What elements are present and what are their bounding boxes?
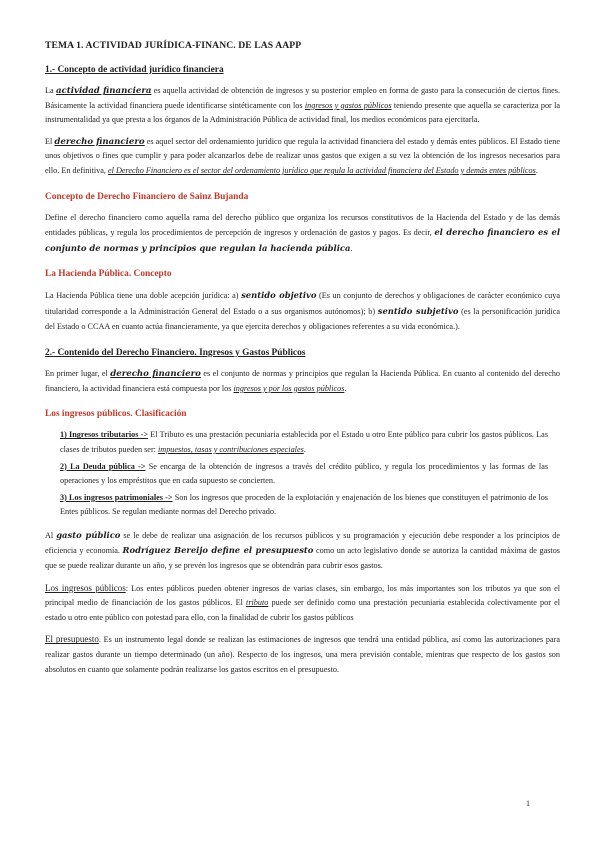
text-run: . xyxy=(350,243,353,253)
definition-derecho-financiero: el Derecho Financiero es el sector del ordenamiento jurídico que regula la actividad financiera del Estado y demás entes públicos xyxy=(107,165,536,175)
text-run: teniendo presente que aquella se caracteriza por la instrumentalidad ya que presta a los órganos de la Administración Pública de actividad final, los medios económicos para ejercitarla. xyxy=(45,100,560,125)
text-run: es el conjunto de normas y principios que regulan la Hacienda Pública. En cuanto al contenido del derecho financiero, la actividad financiera está compuesta por los xyxy=(45,369,561,393)
paragraph-presupuesto xyxy=(45,632,560,677)
text-run: . Es un instrumento legal donde se realizan las estimaciones de ingresos que tendrá una entidad pública, así como las autorizaciones para realizar gastos durante un tiempo determinado (un año). Respecto de los ingresos, una mera previsión contable, mientras que respecto de los gastos son absolutos en cuanto que solamente podrán realizarse los gastos escritos en el presupuesto. xyxy=(45,635,560,674)
sainz-bujanda-heading: Concepto de Derecho Financiero de Sainz Bujanda xyxy=(45,191,249,202)
paragraph-sainz-bujanda xyxy=(45,211,560,257)
term-sentido-subjetivo: sentido subjetivo xyxy=(377,305,459,316)
text-run: es aquella actividad de obtención de ingresos y su posterior empleo en forma de gasto para la consecución de ciertos fines. Básicamente la actividad financiera puede identificarse sintéticamente con los xyxy=(45,86,560,110)
text-run: Se encarga de la obtención de ingresos a través del crédito público, y regula los procedimientos y las formas de las operaciones y los empréstitos que en cada supuesto se concierten. xyxy=(60,461,549,486)
list-item-tributarios xyxy=(60,428,548,457)
text-run: Son los ingresos que proceden de la explotación y enajenación de los bienes que constituyen el patrimonio de los Entes públicos. Se regulan mediante normas del Derecho privado. xyxy=(60,492,548,517)
text-run: La Hacienda Pública tiene una doble acepción jurídica: a) xyxy=(45,291,242,301)
term-gasto-publico: gasto público xyxy=(56,529,121,540)
text-run: (Es un conjunto de derechos y obligaciones de carácter económico cuya titularidad corresponde a la Administración General del Estado o a sus organismos autónomos); b) xyxy=(45,291,561,316)
section-2-heading: 2.- Contenido del Derecho Financiero. Ingresos y Gastos Públicos xyxy=(45,348,306,359)
paragraph-ingresos-publicos xyxy=(45,581,560,626)
term-ingresos-publicos: Los ingresos públicos xyxy=(45,582,126,593)
text-run: como un acto legislativo donde se autoriza la cantidad máxima de gastos que se puede realizar durante un año, y se prevén los ingresos que se obtendrán para cubrir esos gastos. xyxy=(45,546,560,571)
term-actividad-financiera: actividad financiera xyxy=(55,86,152,96)
text-run: . xyxy=(303,444,306,454)
hacienda-publica-heading: La Hacienda Pública. Concepto xyxy=(45,269,172,280)
paragraph-contenido xyxy=(45,367,560,396)
term-tributo: tributo xyxy=(246,598,269,608)
term-ingresos-gastos: ingresos y por los gastos públicos xyxy=(233,383,345,393)
item-label: 2) La Deuda pública -> xyxy=(60,461,146,471)
term-derecho-financiero: derecho financiero xyxy=(110,369,201,380)
page-number: 1 xyxy=(526,799,530,808)
text-run: Define el derecho financiero como aquella rama del derecho público que organiza los recursos constitutivos de la Hacienda del Estado y de las demás entidades públicas, y regula los procedimientos de percepción de ingresos y ordenación de gastos y pagos. Es decir, xyxy=(45,212,560,238)
text-run: (es la personificación jurídica del Estado o CCAA en cuanto actúa financieramente, ya que ejercita derechos y obligaciones referentes a su vida económica.). xyxy=(45,306,561,331)
term-tributos: impuestos, tasas y contribuciones especiales xyxy=(158,444,304,454)
paragraph-hacienda-publica xyxy=(45,288,560,334)
text-run: En primer lugar, el xyxy=(45,369,111,379)
list-item-patrimoniales xyxy=(60,491,548,520)
text-run: La xyxy=(45,86,56,95)
text-run: se le debe de realizar una asignación de los recursos públicos y su programación y ejecución debe responder a los principios de eficiencia y economía. xyxy=(45,530,561,556)
text-run: : Los entes públicos pueden obtener ingresos de varias clases, sin embargo, los más importantes son los tributos ya que son el principal medio de financiación de los gastos públicos. El xyxy=(45,583,560,608)
text-run: El xyxy=(45,136,55,146)
text-run: El Tributo es una prestación pecuniaria establecida por el Estado u otro Ente público para cubrir los gastos públicos. Las clases de tributos pueden ser: xyxy=(60,430,549,454)
text-run: Al xyxy=(45,530,57,540)
classification-list xyxy=(60,428,548,520)
term-ingresos-gastos: ingresos y gastos públicos xyxy=(304,100,392,110)
section-1-heading: 1.- Concepto de actividad jurídico financiera xyxy=(45,65,224,75)
item-label: 1) Ingresos tributarios -> xyxy=(60,430,149,440)
term-derecho-financiero: derecho financiero xyxy=(54,136,145,147)
term-presupuesto: El presupuesto xyxy=(45,634,99,645)
paragraph-gasto-publico xyxy=(45,528,560,574)
paragraph-derecho-financiero xyxy=(45,135,560,179)
document-page xyxy=(45,40,560,684)
clasificacion-heading: Los ingresos públicos. Clasificación xyxy=(45,409,187,420)
term-sentido-objetivo: sentido objetivo xyxy=(241,290,317,301)
definition-sainz: el derecho financiero es el conjunto de normas y principios que regulan la hacienda pública xyxy=(45,227,560,253)
paragraph-actividad-financiera xyxy=(45,84,560,128)
document-title: TEMA 1. ACTIVIDAD JURÍDICA-FINANC. DE LAS AAPP xyxy=(45,40,302,51)
term-rodriguez-bereijo: Rodríguez Bereijo define el presupuesto xyxy=(122,545,314,556)
list-item-deuda xyxy=(60,460,548,489)
text-run: puede ser definido como una prestación pecuniaria establecida colectivamente por el estado u otro ente público con potestad para ello, con la finalidad de cubrir los gastos públicos xyxy=(45,598,561,622)
item-label: 3) Los ingresos patrimoniales -> xyxy=(60,492,173,502)
text-run: es aquel sector del ordenamiento jurídico que regula la actividad financiera del estado y demás entes públicos. El Estado tiene unos objetivos o fines que cumplir y para poder alcanzarlos debe de realizar unos gastos que exigen a su vez la obtención de los ingresos necesarios para ello. En definitiva, xyxy=(45,136,560,175)
text-run: . xyxy=(344,383,347,393)
text-run: . xyxy=(535,165,538,175)
